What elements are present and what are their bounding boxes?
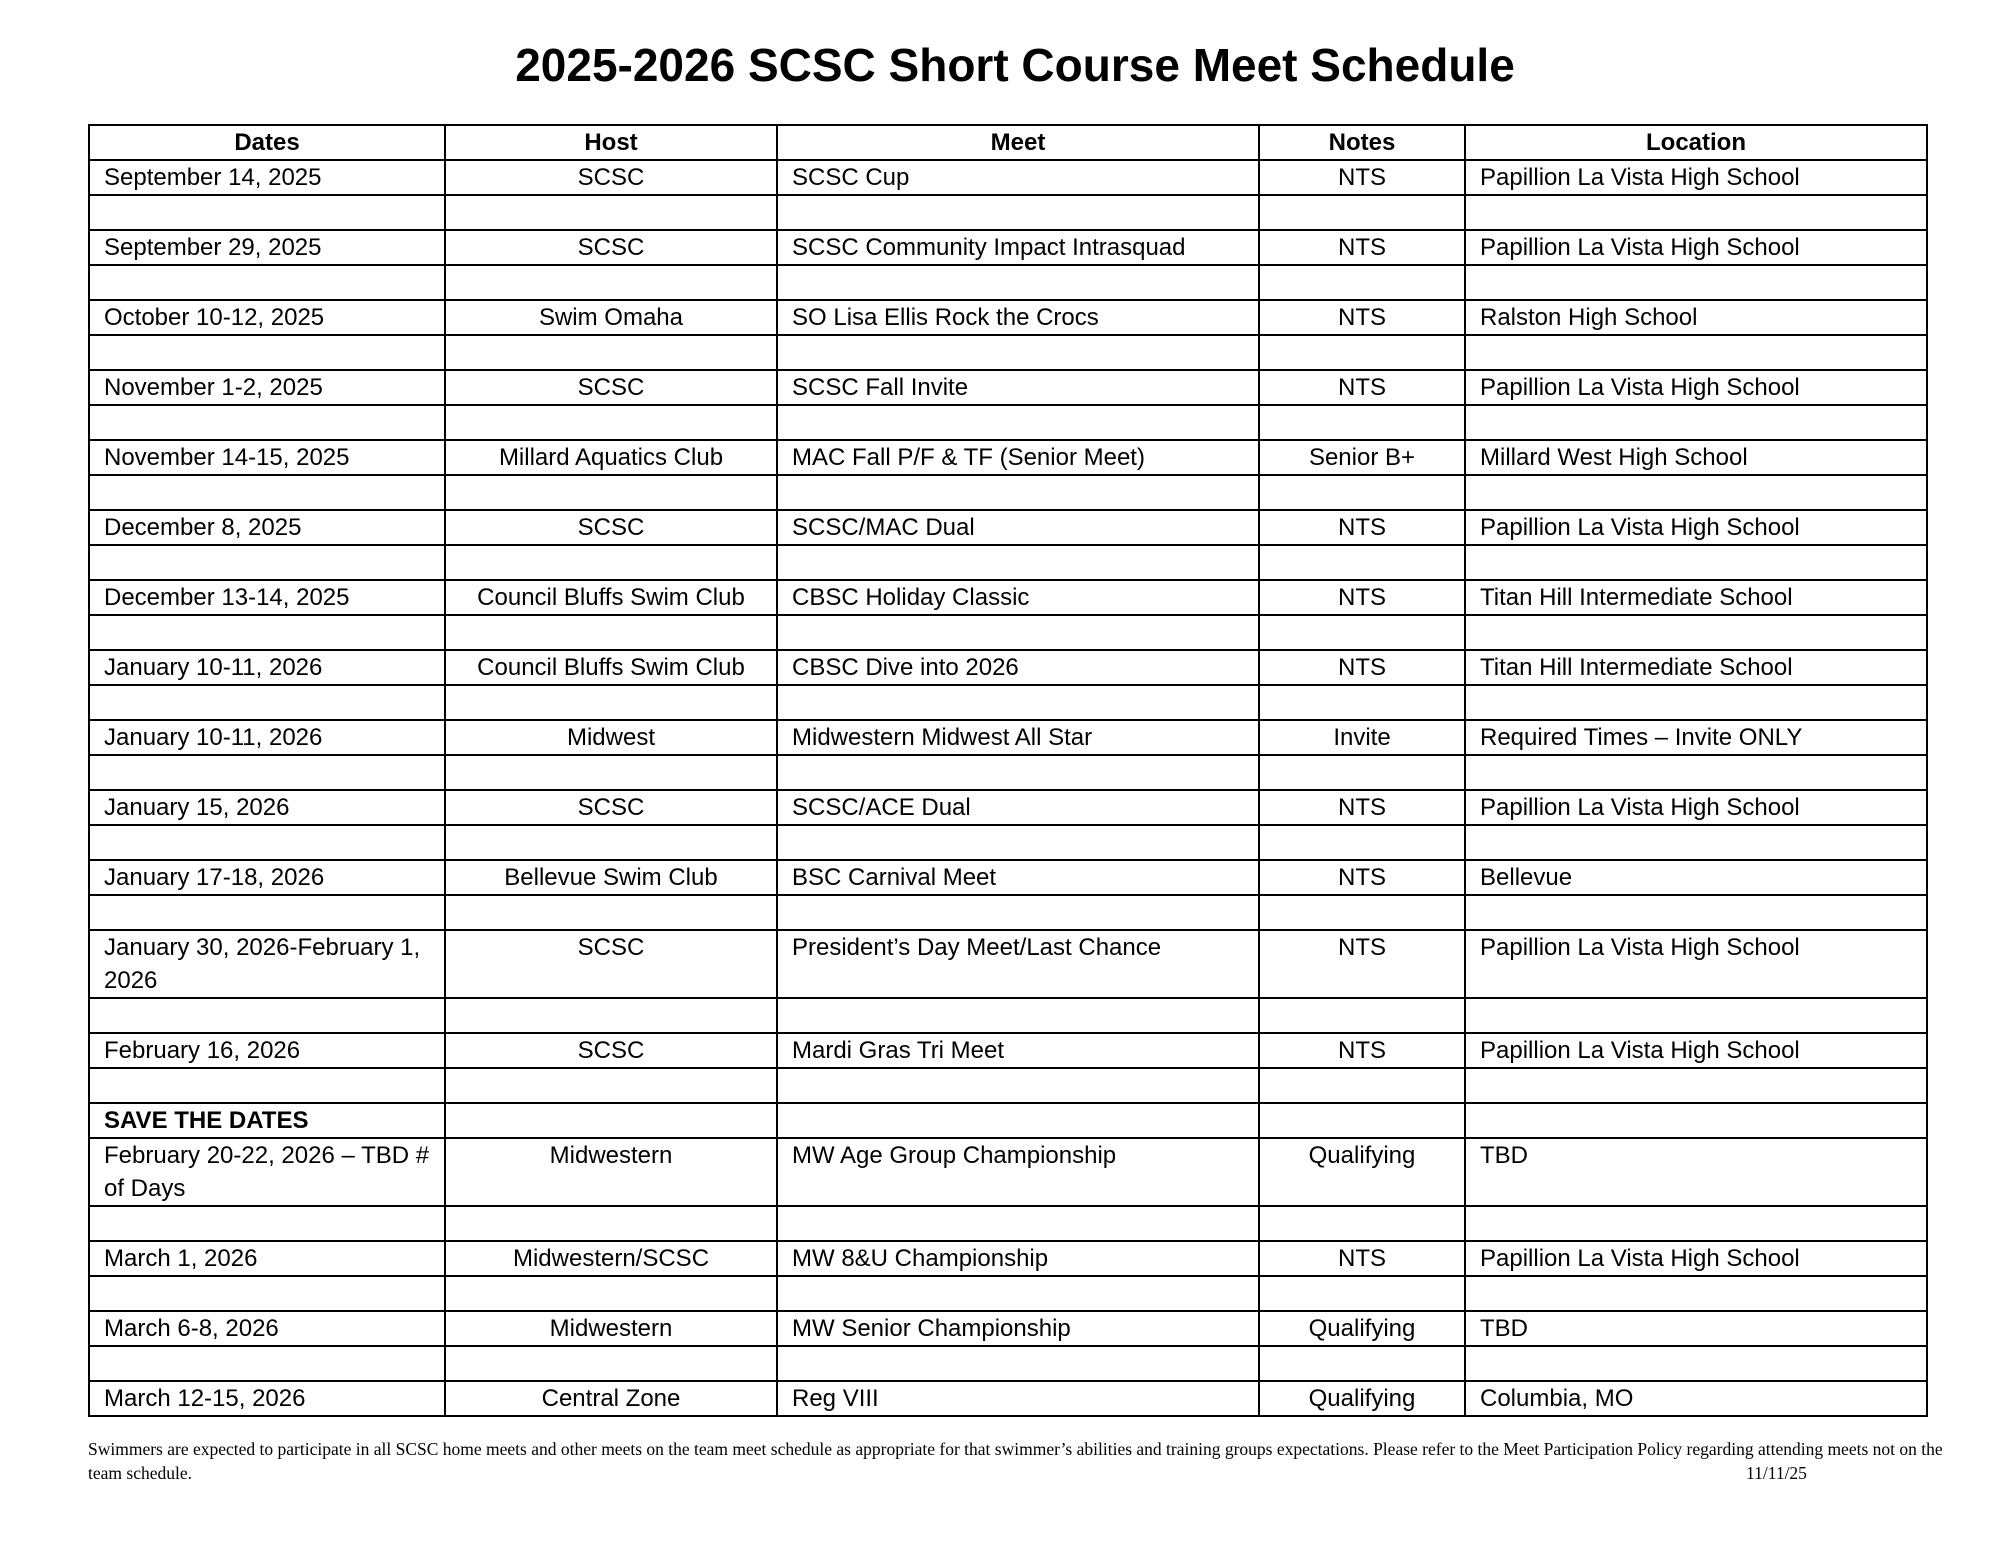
cell-host: SCSC — [445, 930, 777, 998]
table-row — [89, 1068, 1927, 1103]
column-header-meet: Meet — [777, 125, 1259, 160]
table-row — [89, 790, 1927, 825]
cell-notes — [1259, 615, 1465, 650]
cell-location — [1465, 1276, 1927, 1311]
cell-notes: NTS — [1259, 930, 1465, 998]
table-row — [89, 755, 1927, 790]
table-row — [89, 370, 1927, 405]
cell-location: Papillion La Vista High School — [1465, 370, 1927, 405]
cell-date: October 10-12, 2025 — [89, 300, 445, 335]
table-row — [89, 895, 1927, 930]
cell-notes: NTS — [1259, 510, 1465, 545]
cell-meet: SCSC Community Impact Intrasquad — [777, 230, 1259, 265]
cell-meet: MAC Fall P/F & TF (Senior Meet) — [777, 440, 1259, 475]
cell-host: Council Bluffs Swim Club — [445, 650, 777, 685]
cell-meet — [777, 545, 1259, 580]
table-row — [89, 300, 1927, 335]
cell-location: TBD — [1465, 1138, 1927, 1206]
cell-meet — [777, 895, 1259, 930]
cell-date: September 14, 2025 — [89, 160, 445, 195]
cell-meet — [777, 1346, 1259, 1381]
table-row — [89, 1346, 1927, 1381]
cell-meet — [777, 998, 1259, 1033]
table-row — [89, 335, 1927, 370]
cell-host — [445, 1206, 777, 1241]
cell-meet: BSC Carnival Meet — [777, 860, 1259, 895]
cell-date — [89, 475, 445, 510]
table-row — [89, 825, 1927, 860]
cell-notes — [1259, 1103, 1465, 1138]
cell-notes — [1259, 998, 1465, 1033]
cell-location: Ralston High School — [1465, 300, 1927, 335]
cell-date: January 15, 2026 — [89, 790, 445, 825]
meet-schedule-table — [88, 124, 1928, 1417]
cell-host: Midwest — [445, 720, 777, 755]
cell-meet: SO Lisa Ellis Rock the Crocs — [777, 300, 1259, 335]
cell-notes — [1259, 335, 1465, 370]
cell-host: Midwestern — [445, 1311, 777, 1346]
table-body — [89, 160, 1927, 1416]
table-row — [89, 440, 1927, 475]
cell-location — [1465, 195, 1927, 230]
cell-location — [1465, 685, 1927, 720]
cell-meet — [777, 475, 1259, 510]
cell-location — [1465, 405, 1927, 440]
cell-notes — [1259, 685, 1465, 720]
cell-meet — [777, 1103, 1259, 1138]
footer-note: Swimmers are expected to participate in all SCSC home meets and other meets on the team meet schedule as appropriate for that swimmer’s abilities and training groups expectations. Please refer to the Meet Participation Policy regarding attending meets not on the team schedule. — [88, 1439, 1943, 1483]
table-row — [89, 230, 1927, 265]
cell-date — [89, 1068, 445, 1103]
cell-notes — [1259, 475, 1465, 510]
table-row — [89, 685, 1927, 720]
cell-location — [1465, 335, 1927, 370]
cell-location: Required Times – Invite ONLY — [1465, 720, 1927, 755]
cell-location — [1465, 895, 1927, 930]
cell-meet — [777, 755, 1259, 790]
column-header-host: Host — [445, 125, 777, 160]
cell-host: Bellevue Swim Club — [445, 860, 777, 895]
table-header-row — [89, 125, 1927, 160]
table-row — [89, 265, 1927, 300]
table-row — [89, 405, 1927, 440]
cell-notes — [1259, 1068, 1465, 1103]
cell-notes — [1259, 405, 1465, 440]
cell-date — [89, 615, 445, 650]
cell-host — [445, 475, 777, 510]
cell-notes — [1259, 755, 1465, 790]
cell-location — [1465, 1206, 1927, 1241]
cell-location: Bellevue — [1465, 860, 1927, 895]
cell-date: December 13-14, 2025 — [89, 580, 445, 615]
cell-date: March 1, 2026 — [89, 1241, 445, 1276]
cell-date — [89, 195, 445, 230]
cell-date: November 14-15, 2025 — [89, 440, 445, 475]
cell-host: Midwestern/SCSC — [445, 1241, 777, 1276]
table-row — [89, 1381, 1927, 1416]
cell-meet — [777, 195, 1259, 230]
cell-notes: NTS — [1259, 650, 1465, 685]
cell-notes — [1259, 1346, 1465, 1381]
cell-notes: Qualifying — [1259, 1311, 1465, 1346]
cell-host — [445, 545, 777, 580]
cell-notes — [1259, 825, 1465, 860]
cell-notes: NTS — [1259, 160, 1465, 195]
cell-date: November 1-2, 2025 — [89, 370, 445, 405]
cell-date — [89, 405, 445, 440]
cell-meet: Reg VIII — [777, 1381, 1259, 1416]
cell-date: January 17-18, 2026 — [89, 860, 445, 895]
cell-location: Papillion La Vista High School — [1465, 930, 1927, 998]
cell-location — [1465, 1103, 1927, 1138]
cell-date: SAVE THE DATES — [89, 1103, 445, 1138]
column-header-notes: Notes — [1259, 125, 1465, 160]
cell-date: January 10-11, 2026 — [89, 720, 445, 755]
cell-meet: CBSC Holiday Classic — [777, 580, 1259, 615]
table-row — [89, 545, 1927, 580]
cell-meet: President’s Day Meet/Last Chance — [777, 930, 1259, 998]
table-row — [89, 1276, 1927, 1311]
cell-notes — [1259, 1206, 1465, 1241]
cell-location: Papillion La Vista High School — [1465, 160, 1927, 195]
cell-location — [1465, 615, 1927, 650]
cell-notes — [1259, 1276, 1465, 1311]
cell-host — [445, 405, 777, 440]
cell-date — [89, 335, 445, 370]
table-row — [89, 615, 1927, 650]
table-row — [89, 1241, 1927, 1276]
cell-location — [1465, 265, 1927, 300]
table-row — [89, 195, 1927, 230]
cell-host — [445, 195, 777, 230]
cell-location: Papillion La Vista High School — [1465, 790, 1927, 825]
cell-host — [445, 755, 777, 790]
cell-date: March 12-15, 2026 — [89, 1381, 445, 1416]
cell-host — [445, 1346, 777, 1381]
cell-host: Millard Aquatics Club — [445, 440, 777, 475]
cell-location — [1465, 1068, 1927, 1103]
page-title: 2025-2026 SCSC Short Course Meet Schedule — [515, 39, 1515, 91]
table-row — [89, 930, 1927, 998]
cell-date — [89, 1276, 445, 1311]
cell-host — [445, 265, 777, 300]
cell-date — [89, 685, 445, 720]
cell-location: TBD — [1465, 1311, 1927, 1346]
cell-notes — [1259, 545, 1465, 580]
table-row — [89, 1033, 1927, 1068]
cell-notes: NTS — [1259, 860, 1465, 895]
cell-notes: Invite — [1259, 720, 1465, 755]
table-row — [89, 475, 1927, 510]
table-row — [89, 1103, 1927, 1138]
cell-location — [1465, 1346, 1927, 1381]
cell-meet — [777, 1206, 1259, 1241]
cell-date — [89, 1206, 445, 1241]
cell-notes: Qualifying — [1259, 1381, 1465, 1416]
cell-meet — [777, 335, 1259, 370]
column-header-location: Location — [1465, 125, 1927, 160]
cell-host: Midwestern — [445, 1138, 777, 1206]
cell-host — [445, 335, 777, 370]
cell-meet — [777, 265, 1259, 300]
table-row — [89, 1206, 1927, 1241]
cell-host — [445, 1068, 777, 1103]
cell-location: Papillion La Vista High School — [1465, 1241, 1927, 1276]
cell-date: March 6-8, 2026 — [89, 1311, 445, 1346]
cell-notes: NTS — [1259, 370, 1465, 405]
cell-location — [1465, 545, 1927, 580]
cell-notes — [1259, 265, 1465, 300]
cell-host: SCSC — [445, 1033, 777, 1068]
table-row — [89, 1311, 1927, 1346]
cell-date — [89, 265, 445, 300]
cell-host: Council Bluffs Swim Club — [445, 580, 777, 615]
cell-host — [445, 615, 777, 650]
cell-location: Millard West High School — [1465, 440, 1927, 475]
cell-host: SCSC — [445, 230, 777, 265]
cell-meet — [777, 1276, 1259, 1311]
cell-meet: SCSC Fall Invite — [777, 370, 1259, 405]
cell-location — [1465, 475, 1927, 510]
cell-date: February 20-22, 2026 – TBD # of Days — [89, 1138, 445, 1206]
cell-location: Columbia, MO — [1465, 1381, 1927, 1416]
table-row — [89, 1138, 1927, 1206]
cell-meet — [777, 685, 1259, 720]
table-row — [89, 998, 1927, 1033]
cell-notes: Senior B+ — [1259, 440, 1465, 475]
cell-meet: MW Age Group Championship — [777, 1138, 1259, 1206]
cell-meet — [777, 1068, 1259, 1103]
cell-date — [89, 895, 445, 930]
footer-date: 11/11/25 — [1746, 1463, 1807, 1483]
cell-date — [89, 545, 445, 580]
cell-notes: NTS — [1259, 300, 1465, 335]
cell-host: SCSC — [445, 510, 777, 545]
cell-host — [445, 1103, 777, 1138]
cell-meet — [777, 405, 1259, 440]
cell-host: Swim Omaha — [445, 300, 777, 335]
cell-notes — [1259, 195, 1465, 230]
cell-meet: CBSC Dive into 2026 — [777, 650, 1259, 685]
cell-location: Titan Hill Intermediate School — [1465, 650, 1927, 685]
cell-notes: NTS — [1259, 1033, 1465, 1068]
cell-host: SCSC — [445, 160, 777, 195]
cell-host — [445, 1276, 777, 1311]
cell-host — [445, 895, 777, 930]
cell-location: Papillion La Vista High School — [1465, 1033, 1927, 1068]
cell-notes: NTS — [1259, 580, 1465, 615]
table-row — [89, 160, 1927, 195]
cell-notes: Qualifying — [1259, 1138, 1465, 1206]
cell-meet: SCSC Cup — [777, 160, 1259, 195]
table-row — [89, 860, 1927, 895]
table-row — [89, 720, 1927, 755]
cell-notes: NTS — [1259, 1241, 1465, 1276]
cell-notes: NTS — [1259, 790, 1465, 825]
cell-notes — [1259, 895, 1465, 930]
cell-meet: Midwestern Midwest All Star — [777, 720, 1259, 755]
cell-meet: MW 8&U Championship — [777, 1241, 1259, 1276]
cell-location: Papillion La Vista High School — [1465, 510, 1927, 545]
cell-notes: NTS — [1259, 230, 1465, 265]
cell-date — [89, 755, 445, 790]
cell-host: SCSC — [445, 370, 777, 405]
cell-host — [445, 825, 777, 860]
cell-meet — [777, 615, 1259, 650]
cell-meet — [777, 825, 1259, 860]
cell-meet: SCSC/ACE Dual — [777, 790, 1259, 825]
cell-location — [1465, 825, 1927, 860]
cell-location: Papillion La Vista High School — [1465, 230, 1927, 265]
cell-date — [89, 1346, 445, 1381]
cell-date — [89, 998, 445, 1033]
cell-host — [445, 685, 777, 720]
table-row — [89, 650, 1927, 685]
cell-host: SCSC — [445, 790, 777, 825]
cell-date: January 30, 2026-February 1, 2026 — [89, 930, 445, 998]
cell-date: January 10-11, 2026 — [89, 650, 445, 685]
table-row — [89, 580, 1927, 615]
cell-location: Titan Hill Intermediate School — [1465, 580, 1927, 615]
cell-meet: SCSC/MAC Dual — [777, 510, 1259, 545]
table-row — [89, 510, 1927, 545]
cell-date: September 29, 2025 — [89, 230, 445, 265]
cell-meet: MW Senior Championship — [777, 1311, 1259, 1346]
column-header-dates: Dates — [89, 125, 445, 160]
cell-location — [1465, 998, 1927, 1033]
cell-host — [445, 998, 777, 1033]
cell-meet: Mardi Gras Tri Meet — [777, 1033, 1259, 1068]
cell-date — [89, 825, 445, 860]
cell-date: December 8, 2025 — [89, 510, 445, 545]
cell-date: February 16, 2026 — [89, 1033, 445, 1068]
cell-location — [1465, 755, 1927, 790]
cell-host: Central Zone — [445, 1381, 777, 1416]
